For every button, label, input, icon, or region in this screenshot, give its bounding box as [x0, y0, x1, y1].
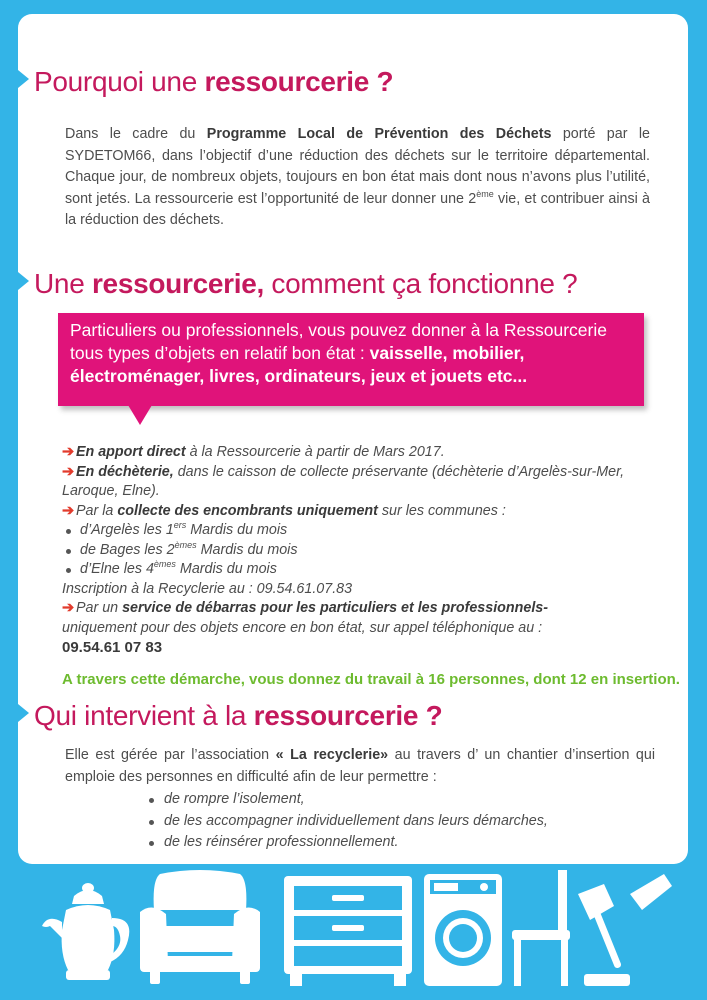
goal-item: de les accompagner individuellement dans leurs démarches, — [146, 811, 548, 833]
list-item: ➔ En déchèterie, dans le caisson de collecte préservante (déchèterie d’Argelès-sur-Mer, — [62, 463, 625, 480]
desk-lamp-icon — [578, 874, 672, 986]
speech-bubble-box: Particuliers ou professionnels, vous pouvez donner à la Ressourcerie tous types d’objets en relatif bon état : vaisselle, mobilier, électroménager, livres, ordinateurs, jeux et jouets etc... — [58, 313, 644, 406]
commune-item: d’Argelès les 1ers Mardis du mois — [62, 521, 652, 541]
heading-arrow-icon — [18, 272, 29, 290]
heading-arrow-icon — [18, 704, 29, 722]
commune-item: d’Elne les 4èmes Mardis du mois — [62, 560, 652, 580]
association-paragraph: Elle est gérée par l’association « La recyclerie» au travers d’ un chantier d’insertion qui emploie des personnes en difficulté afin de leur permettre : — [65, 747, 656, 785]
speech-bubble-tail — [128, 405, 152, 425]
goal-item: de les réinsérer professionnellement. — [146, 832, 548, 854]
armchair-icon — [140, 870, 260, 984]
goal-item: de rompre l’isolement, — [146, 789, 548, 811]
intro-paragraph: Dans le cadre du Programme Local de Prévention des Déchets porté par le SYDETOM66, dans l’objectif d’une réduction des déchets sur le territoire départemental. Chaque jour, de nombreux objets, toujours en bon état mais dont nous n’avons plus l’utilité, sont jetés. La ressourcerie est l’opportunité de leur donner une 2ème vie, et contribuer ainsi à la réduction des déchets. — [65, 126, 651, 228]
heading-arrow-icon — [18, 70, 29, 88]
phone-number: 09.54.61 07 83 — [62, 639, 163, 656]
heading-qui-intervient: Qui intervient à la ressourcerie ? — [18, 700, 442, 732]
heading-fonctionnement: Une ressourcerie, comment ça fonctionne ? — [18, 268, 577, 300]
arrow-right-icon: ➔ — [62, 600, 74, 616]
goals-list — [146, 789, 548, 854]
heading-pourquoi: Pourquoi une ressourcerie ? — [18, 66, 393, 98]
commune-item: de Bages les 2èmes Mardis du mois — [62, 541, 652, 561]
arrow-right-icon: ➔ — [62, 444, 74, 460]
dresser-icon — [284, 876, 412, 986]
arrow-right-icon: ➔ — [62, 463, 74, 480]
washing-machine-icon — [424, 874, 502, 986]
list-item-continued: uniquement pour des objets encore en bon état, sur appel téléphonique au : — [62, 619, 543, 636]
chair-icon — [512, 870, 570, 986]
employment-note: A travers cette démarche, vous donnez du travail à 16 personnes, dont 12 en insertion. — [62, 671, 680, 688]
furniture-silhouettes — [0, 870, 707, 1000]
list-item: ➔ Par un service de débarras pour les particuliers et les professionnels- — [62, 600, 548, 616]
arrow-right-icon: ➔ — [62, 502, 74, 519]
collection-methods-list — [62, 443, 652, 658]
list-item: ➔ Par la collecte des encombrants uniquement sur les communes : — [62, 502, 506, 519]
teapot-icon — [42, 883, 129, 980]
list-item: ➔ En apport direct à la Ressourcerie à partir de Mars 2017. — [62, 444, 445, 460]
inscription-line: Inscription à la Recyclerie au : 09.54.61.07.83 — [62, 580, 353, 597]
list-item-continued: Laroque, Elne). — [62, 483, 160, 499]
